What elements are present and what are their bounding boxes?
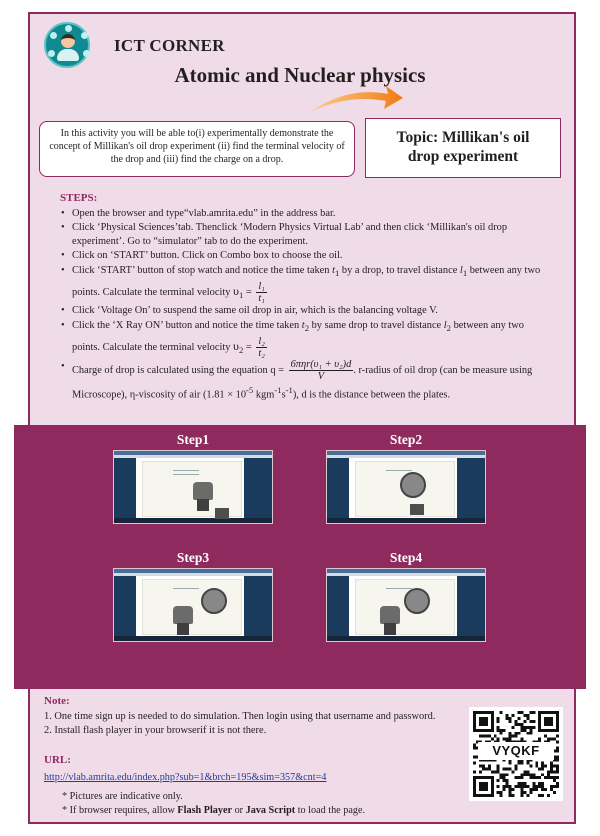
- curved-arrow-icon: [308, 82, 404, 118]
- qr-label: VYQKF: [478, 742, 554, 760]
- step-item: • Click ‘START’ button of stop watch and notice the time taken $t_1$ by a drop, to travel distance $l_1$ between any two points. Calculate the terminal velocity $\upsilon_1$ = $\frac{\text{l₁}}{\text{t₁}}$: [60, 263, 548, 304]
- screenshots-band: [14, 425, 586, 689]
- steps-list: [60, 207, 548, 404]
- step-4-label: Step4: [389, 550, 423, 565]
- vlab-link[interactable]: http://vlab.amrita.edu/index.php?sub=1&brch=195&sim=357&cnt=4: [44, 772, 327, 783]
- notes: [44, 710, 464, 738]
- step-item: • Charge of drop is calculated using the equation q = $\frac{\text{6πηr(υ₁ + υ₂)d}}{V}$ . r-radius of oil drop (can be measure using Microscope), η-viscosity of air ($1.81 \times 10^{-5}$ $kgm^{-1}s^{-1}$), d is the distance between the plates.: [60, 359, 548, 403]
- velocity-formula-2: $\frac{\text{l₂}}{\text{t₂}}$: [258, 336, 265, 360]
- section-title: ICT CORNER: [114, 36, 225, 55]
- charge-formula: $\frac{\text{6πηr(υ₁ + υ₂)d}}{V}$: [290, 359, 352, 383]
- note-heading: Note:: [44, 695, 70, 707]
- step-4-screenshot: [326, 568, 486, 642]
- intro-box: In this activity you will be able to(i) experimentally demonstrate the concept of Millikan's oil drop experiment (ii) find the terminal velocity of the drop and (iii) find the charge on a drop.: [39, 121, 355, 177]
- step-3-label: Step3: [176, 550, 210, 565]
- step-item: • Click on ‘START’ button. Click on Combo box to choose the oil.: [60, 249, 548, 263]
- step-3-screenshot: [113, 568, 273, 642]
- page-title: Atomic and Nuclear physics: [174, 63, 426, 87]
- step-item: • Click ‘Voltage On’ to suspend the same oil drop in air, which is the balancing voltage V.: [60, 304, 548, 318]
- step-item: • Click ‘Physical Sciences’tab. Thenclick ‘Modern Physics Virtual Lab’ and then click ‘Millikan's oil drop experiment’. Go to “simulator” tab to do the experiment.: [60, 221, 548, 249]
- ict-logo-icon: [44, 22, 90, 68]
- topic-box: [365, 118, 561, 178]
- step-1-screenshot: [113, 450, 273, 524]
- footnotes: [62, 790, 365, 818]
- note-item: 1. One time sign up is needed to do simulation. Then login using that username and password.: [44, 711, 436, 722]
- url-heading: URL:: [44, 754, 71, 766]
- step-2-label: Step2: [389, 432, 423, 447]
- footnote-browser: * If browser requires, allow Flash Player or Java Script to load the page.: [62, 805, 366, 816]
- velocity-formula-1: $\frac{\text{l₁}}{\text{t₁}}$: [258, 281, 265, 305]
- step-item: • Click the ‘X Ray ON’ button and notice the time taken $t_2$ by same drop to travel distance $l_2$ between any two points. Calculate the terminal velocity $\upsilon_2$ = $\frac{\text{l₂}}{\text{t₂}}$: [60, 318, 548, 359]
- topic-line-2: drop experiment: [407, 148, 519, 165]
- topic-line-1: Topic: Millikan's oil: [396, 129, 530, 146]
- step-2-screenshot: [326, 450, 486, 524]
- note-item: 2. Install flash player in your browserif it is not there.: [44, 725, 267, 736]
- step-1-label: Step1: [176, 432, 210, 447]
- steps-heading: STEPS:: [60, 192, 98, 204]
- footnote-pictures: * Pictures are indicative only.: [62, 791, 183, 802]
- step-item: • Open the browser and type“vlab.amrita.edu” in the address bar.: [60, 207, 548, 221]
